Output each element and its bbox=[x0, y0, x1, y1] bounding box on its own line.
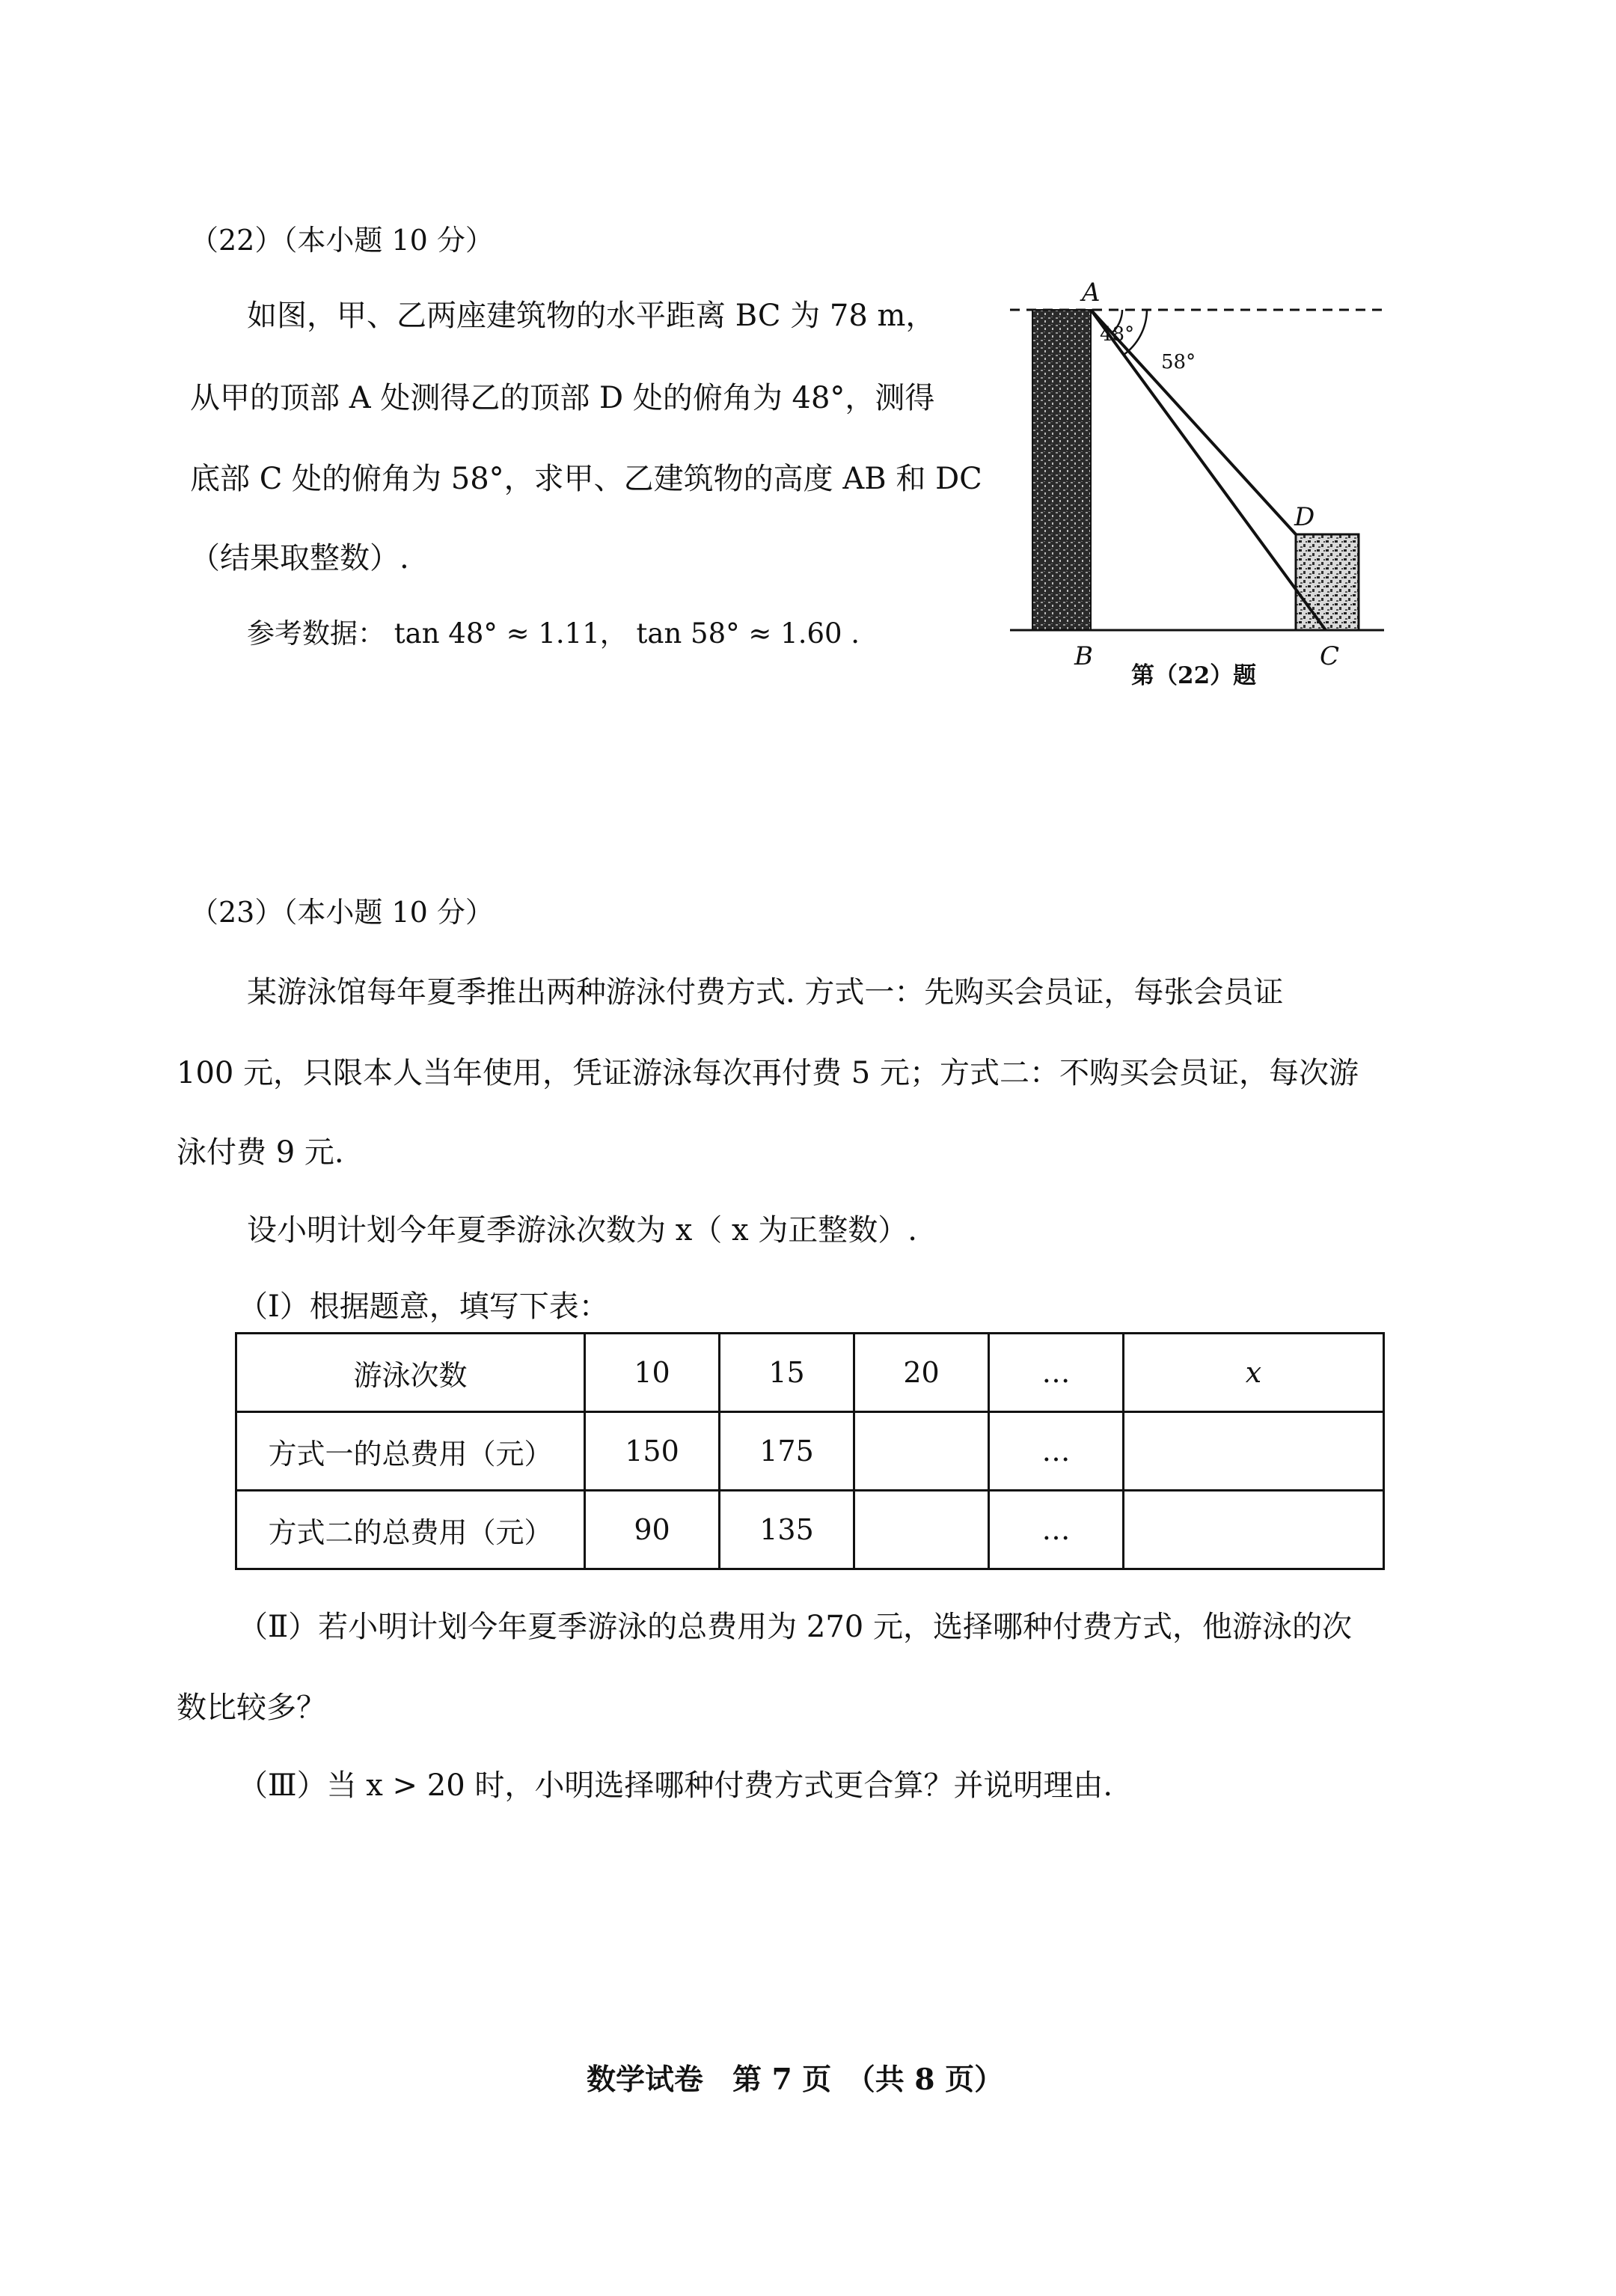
table-cell bbox=[854, 1412, 989, 1491]
q23-setup: 设小明计划今年夏季游泳次数为 x（ x 为正整数）. bbox=[247, 1213, 917, 1248]
building-jia bbox=[1032, 310, 1091, 630]
page-footer: 数学试卷 第 7 页 （共 8 页） bbox=[587, 2063, 1004, 2097]
table-cell: 游泳次数 bbox=[236, 1334, 585, 1412]
table-cell: 175 bbox=[720, 1412, 854, 1491]
table-cell bbox=[1124, 1491, 1384, 1569]
table-cell: 15 bbox=[720, 1334, 854, 1412]
q23-para-line-3: 泳付费 9 元. bbox=[177, 1135, 344, 1170]
q22-line-3: 底部 C 处的俯角为 58°，求甲、乙建筑物的高度 AB 和 DC bbox=[190, 462, 982, 496]
table-row bbox=[236, 1334, 1384, 1412]
q23-part1: （Ⅰ）根据题意，填写下表： bbox=[238, 1289, 609, 1324]
angle-label-48: 48° bbox=[1100, 323, 1135, 346]
table-cell: 方式二的总费用（元） bbox=[236, 1491, 585, 1569]
q22-header: （22）（本小题 10 分） bbox=[190, 224, 494, 257]
fee-table bbox=[235, 1332, 1385, 1570]
point-label-A: A bbox=[1082, 278, 1101, 308]
angle-label-58: 58° bbox=[1161, 351, 1196, 373]
q23-part2-line-2: 数比较多？ bbox=[177, 1691, 326, 1725]
table-cell: 方式一的总费用（元） bbox=[236, 1412, 585, 1491]
line-AC bbox=[1091, 310, 1326, 630]
q22-reference-data: 参考数据： tan 48° ≈ 1.11， tan 58° ≈ 1.60 . bbox=[247, 617, 860, 650]
point-label-C: C bbox=[1320, 641, 1340, 671]
q23-para-line-2: 100 元，只限本人当年使用，凭证游泳每次再付费 5 元；方式二：不购买会员证，每次游 bbox=[177, 1056, 1359, 1090]
q22-building-diagram bbox=[1003, 271, 1421, 675]
table-cell: … bbox=[989, 1412, 1124, 1491]
table-cell: 20 bbox=[854, 1334, 989, 1412]
table-cell: 90 bbox=[585, 1491, 720, 1569]
figure-caption: 第（22）题 bbox=[1131, 662, 1257, 689]
q23-part2-line-1: （Ⅱ）若小明计划今年夏季游泳的总费用为 270 元，选择哪种付费方式，他游泳的次 bbox=[238, 1610, 1352, 1644]
point-label-B: B bbox=[1074, 641, 1093, 671]
q22-line-4: （结果取整数）. bbox=[190, 541, 409, 575]
table-cell: 150 bbox=[585, 1412, 720, 1491]
q23-header: （23）（本小题 10 分） bbox=[190, 896, 494, 929]
table-cell: x bbox=[1124, 1334, 1384, 1412]
q22-line-2: 从甲的顶部 A 处测得乙的顶部 D 处的俯角为 48°，测得 bbox=[190, 381, 935, 415]
building-yi bbox=[1296, 534, 1359, 630]
q23-part3: （Ⅲ）当 x > 20 时，小明选择哪种付费方式更合算？并说明理由. bbox=[238, 1768, 1113, 1803]
table-cell: 135 bbox=[720, 1491, 854, 1569]
table-cell bbox=[854, 1491, 989, 1569]
q22-line-1: 如图，甲、乙两座建筑物的水平距离 BC 为 78 m， bbox=[247, 299, 936, 333]
table-cell bbox=[1124, 1412, 1384, 1491]
point-label-D: D bbox=[1294, 502, 1315, 532]
table-row bbox=[236, 1491, 1384, 1569]
table-cell: … bbox=[989, 1491, 1124, 1569]
table-cell: 10 bbox=[585, 1334, 720, 1412]
table-cell: … bbox=[989, 1334, 1124, 1412]
table-row bbox=[236, 1412, 1384, 1491]
q23-para-line-1: 某游泳馆每年夏季推出两种游泳付费方式. 方式一：先购买会员证，每张会员证 bbox=[247, 975, 1284, 1010]
